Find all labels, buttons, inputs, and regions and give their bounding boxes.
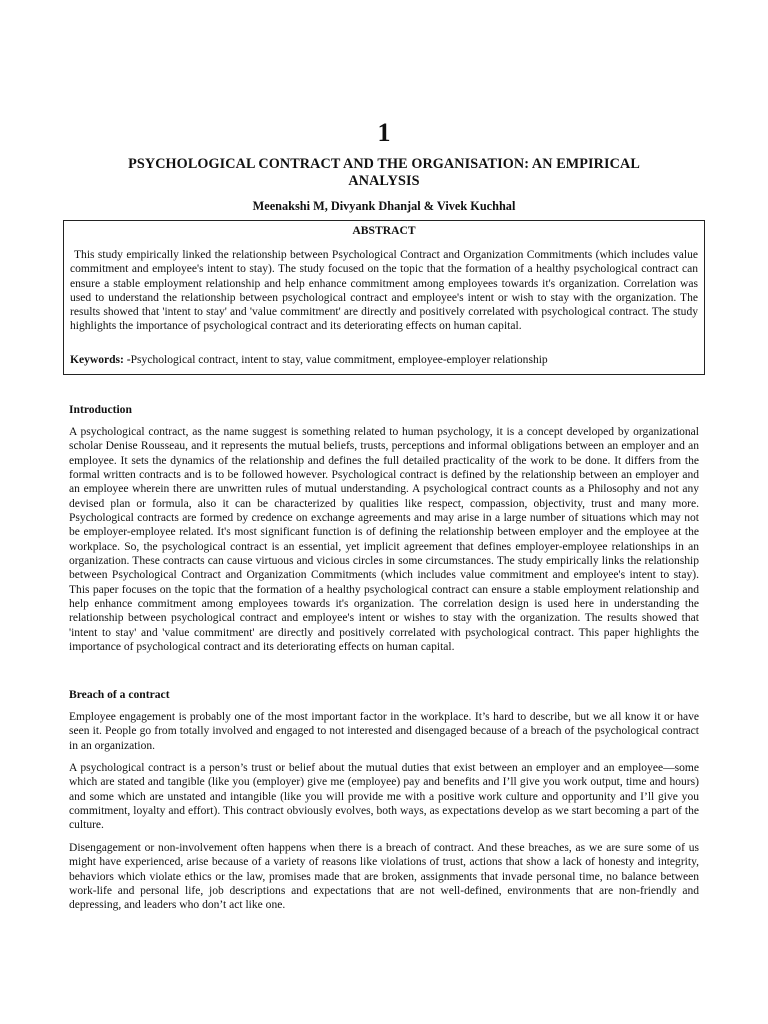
breach-heading: Breach of a contract: [69, 688, 170, 701]
paper-authors: Meenakshi M, Divyank Dhanjal & Vivek Kuchhal: [252, 199, 516, 213]
breach-paragraph-2: A psychological contract is a person’s trust or belief about the mutual duties that exist between an employer and an employee—some which are stated and tangible (like you (employer) give me (employee) pay and benefits and I’ll give you work output, time and hours) and some which are unstated and intangible (like you will provide me with a positive work culture and opportunity and I’ll give you commitment, loyalty and effort). This contract obviously evolves, both ways, as expectations develop as we start becoming a part of the culture.: [69, 762, 699, 832]
keywords-line: [70, 353, 698, 367]
introduction-heading: Introduction: [69, 403, 132, 416]
breach-paragraph-3: Disengagement or non-involvement often happens when there is a breach of contract. And these breaches, as we are sure some of us might have experienced, arise because of a variety of reasons like violations of trust, actions that show a lack of honesty and integrity, behaviors which violate ethics or the law, promises made that are broken, assignments that invade personal time, no balance between work-life and personal life, job descriptions and expectations that are not well-defined, environments that are non-friendly and depressing, and leaders who don’t act like one.: [69, 842, 699, 912]
keywords-label: Keywords: -: [70, 354, 131, 366]
keywords-text: Psychological contract, intent to stay, value commitment, employee-employer relationship: [130, 354, 548, 366]
chapter-number: 1: [377, 118, 391, 147]
abstract-text: This study empirically linked the relationship between Psychological Contract and Organization Commitments (which includes value commitment and employee's intent to stay). The study focused on the topic that the formation of a healthy psychological contract can ensure a stable employment relationship and help enhance commitment among employees towards it's organization. Correlation was used to understand the relationship between psychological contract and employee's intent or wish to stay with the organization. The results showed that 'intent to stay' and 'value commitment' are directly and positively correlated with psychological contract. The study highlights the importance of psychological contract and its deteriorating effects on human capital.: [70, 249, 698, 333]
breach-paragraph-1: Employee engagement is probably one of the most important factor in the workplace. It’s hard to describe, but we all know it or have seen it. People go from totally involved and engaged to not interested and disengaged because of a breach of the psychological contract in an organization.: [69, 711, 699, 752]
introduction-paragraph: A psychological contract, as the name suggest is something related to human psychology, it is a concept developed by organizational scholar Denise Rousseau, and it represents the mutual beliefs, trusts, perceptions and informal obligations between an employer and an employee. It sets the dynamics of the relationship and defines the full detailed practicality of the work to be done. It differs from the formal written contracts and is to be followed however. Psychological contract is defined by the relationship between an employer and an employee wherein there are unwritten rules of mutual understanding. A psychological contract counts as a Philosophy and not any devised plan or formula, also it can be characterized by qualities like respect, compassion, objectivity, trust and many more. Psychological contracts are formed by credence on exchange agreements and may arise in a large number of situations which may not be employer-employee related. It's most significant function is of defining the relationship between employer and the employee at the workplace. So, the psychological contract is an essential, yet implicit agreement that defines employer-employee relationships in an organization. These contracts can cause virtuous and vicious circles in some circumstances. The study empirically links the relationship between Psychological Contract and Organization Commitments (which includes value commitment and employee's intent to stay). This paper focuses on the topic that the formation of a healthy psychological contract can ensure a stable employment relationship and help enhance commitment among employees towards it's organization. The correlation design is used here in understanding the relationship between psychological contract and employee's intent or wishes to stay with the organization. The results showed that 'intent to stay' and 'value commitment' are directly and positively correlated with psychological contract. This paper highlights the importance of psychological contract and its deteriorating effects on human capital.: [69, 426, 699, 654]
abstract-heading: ABSTRACT: [352, 224, 416, 237]
paper-title: PSYCHOLOGICAL CONTRACT AND THE ORGANISATION: AN EMPIRICAL ANALYSIS: [128, 156, 640, 189]
abstract-box: [63, 220, 705, 375]
